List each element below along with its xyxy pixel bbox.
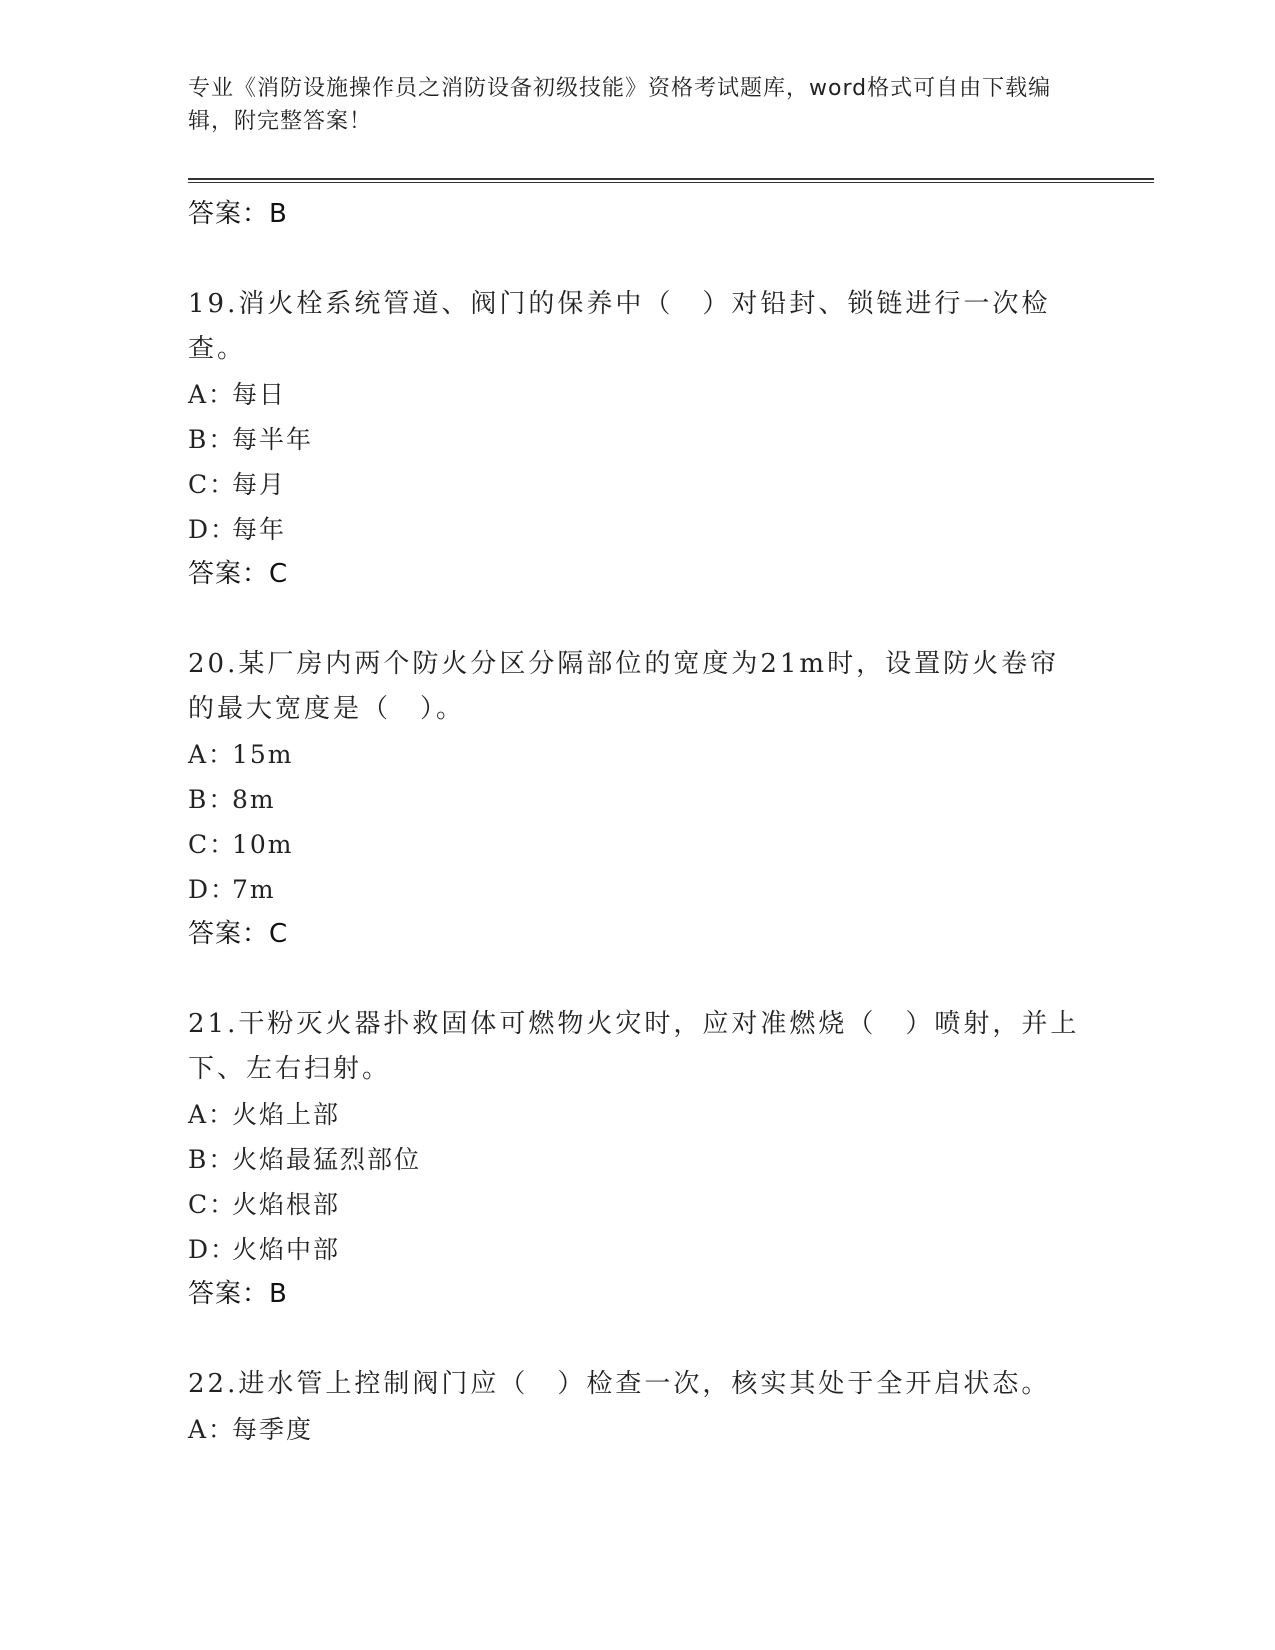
question-stem: 22.进水管上控制阀门应（ ）检查一次，核实其处于全开启状态。 bbox=[188, 1369, 1051, 1399]
question-21 bbox=[188, 1002, 1088, 1316]
option-c bbox=[188, 1182, 1088, 1227]
answer-line: 答案：B bbox=[188, 1279, 288, 1309]
question-stem: 20.某厂房内两个防火分区分隔部位的宽度为21m时，设置防火卷帘的最大宽度是（ ）。 bbox=[188, 649, 1060, 724]
option-key: B： bbox=[188, 785, 236, 814]
option-key: C： bbox=[188, 1190, 237, 1219]
option-b bbox=[188, 1137, 1088, 1182]
option-a bbox=[188, 372, 1088, 417]
option-text: 每日 bbox=[232, 380, 287, 409]
option-d bbox=[188, 1227, 1088, 1272]
option-text: 15m bbox=[232, 740, 294, 769]
option-b bbox=[188, 777, 1088, 822]
question-19 bbox=[188, 282, 1088, 596]
option-a bbox=[188, 1092, 1088, 1137]
option-key: A： bbox=[188, 380, 236, 409]
question-list bbox=[188, 192, 1088, 1452]
option-key: B： bbox=[188, 425, 236, 454]
option-key: C： bbox=[188, 470, 237, 499]
option-text: 每季度 bbox=[232, 1415, 314, 1444]
option-a bbox=[188, 732, 1088, 777]
question-22 bbox=[188, 1362, 1088, 1452]
header-divider bbox=[188, 178, 1154, 183]
question-stem: 21.干粉灭火器扑救固体可燃物火灾时，应对准燃烧（ ）喷射，并上下、左右扫射。 bbox=[188, 1009, 1080, 1084]
option-key: A： bbox=[188, 1100, 236, 1129]
answer-line: 答案：C bbox=[188, 919, 289, 949]
option-text: 每月 bbox=[232, 470, 287, 499]
option-c bbox=[188, 462, 1088, 507]
option-text: 10m bbox=[232, 830, 294, 859]
option-key: B： bbox=[188, 1145, 236, 1174]
option-text: 火焰最猛烈部位 bbox=[232, 1145, 422, 1174]
option-text: 每半年 bbox=[232, 425, 314, 454]
option-key: D： bbox=[188, 515, 238, 544]
question-stem: 19.消火栓系统管道、阀门的保养中（ ）对铅封、锁链进行一次检查。 bbox=[188, 289, 1051, 364]
option-key: C： bbox=[188, 830, 237, 859]
option-key: D： bbox=[188, 1235, 238, 1264]
option-b bbox=[188, 417, 1088, 462]
option-a bbox=[188, 1407, 1088, 1452]
answer-line: 答案：B bbox=[188, 199, 288, 229]
page-header: 专业《消防设施操作员之消防设备初级技能》资格考试题库，word格式可自由下载编辑，附完整答案！ bbox=[188, 76, 1052, 134]
option-d bbox=[188, 867, 1088, 912]
option-text: 7m bbox=[232, 875, 276, 904]
answer-line: 答案：C bbox=[188, 559, 289, 589]
option-text: 每年 bbox=[232, 515, 287, 544]
option-key: D： bbox=[188, 875, 238, 904]
option-text: 火焰中部 bbox=[232, 1235, 341, 1264]
option-key: A： bbox=[188, 1415, 236, 1444]
option-c bbox=[188, 822, 1088, 867]
option-text: 火焰根部 bbox=[232, 1190, 341, 1219]
option-key: A： bbox=[188, 740, 236, 769]
option-text: 8m bbox=[232, 785, 276, 814]
option-d bbox=[188, 507, 1088, 552]
question-20 bbox=[188, 642, 1088, 956]
option-text: 火焰上部 bbox=[232, 1100, 341, 1129]
